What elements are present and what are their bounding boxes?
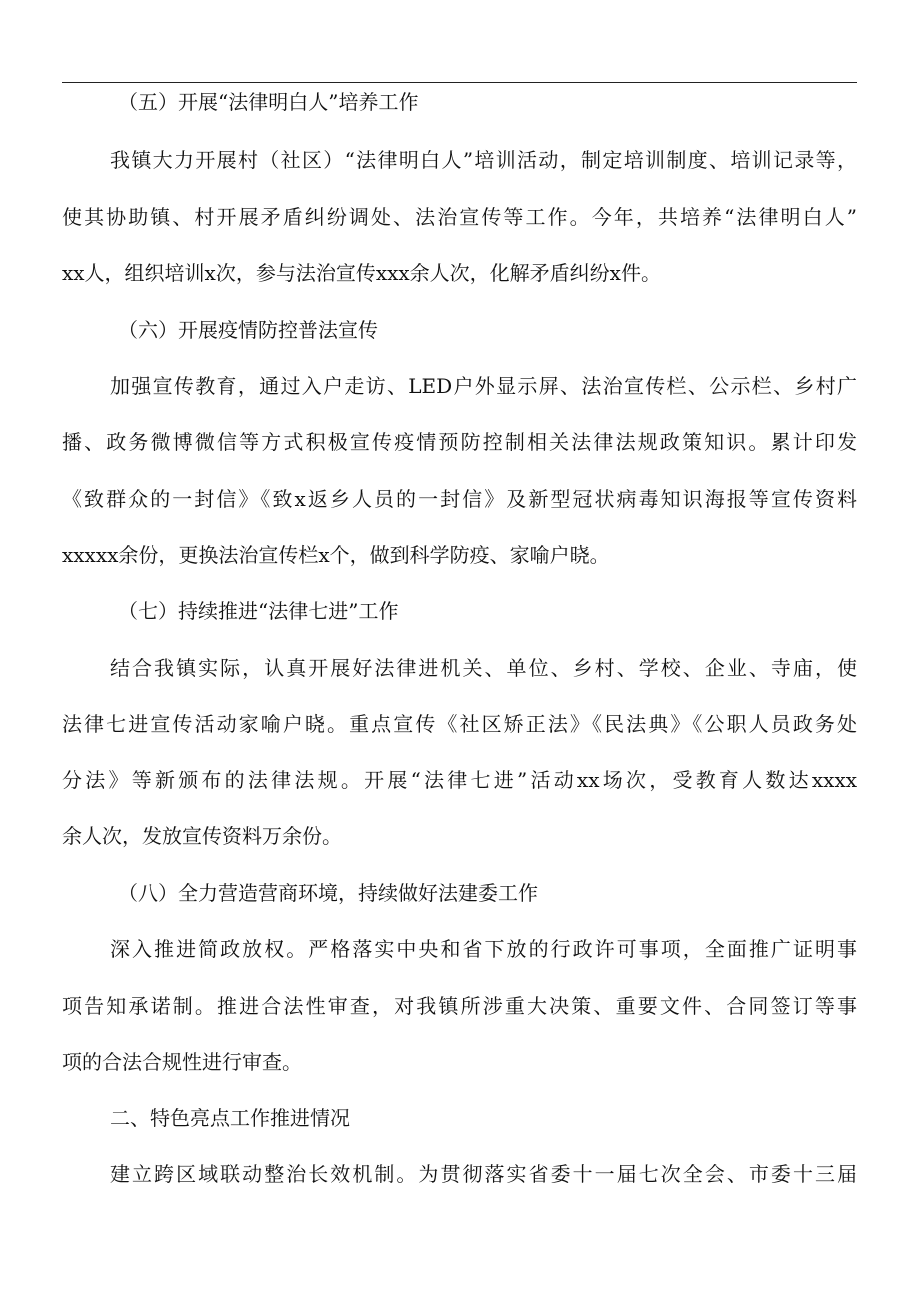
- paragraph-line: 分法》等新颁布的法律法规。开展“法律七进”活动xx场次，受教育人数达xxxx: [62, 768, 857, 792]
- paragraph-line: 加强宣传教育，通过入户走访、LED户外显示屏、法治宣传栏、公示栏、乡村广: [110, 374, 857, 398]
- section-heading-5: （五）开展“法律明白人”培养工作: [118, 90, 419, 114]
- paragraph-line: 结合我镇实际，认真开展好法律进机关、单位、乡村、学校、企业、寺庙，使: [110, 656, 857, 680]
- header-rule: [62, 82, 857, 83]
- section-heading-8: （八）全力营造营商环境，持续做好法建委工作: [118, 881, 538, 905]
- section-heading-2: 二、特色亮点工作推进情况: [110, 1106, 350, 1130]
- paragraph-line: 深入推进简政放权。严格落实中央和省下放的行政许可事项，全面推广证明事: [110, 937, 857, 961]
- section-heading-6: （六）开展疫情防控普法宣传: [118, 318, 378, 342]
- paragraph-line: 项的合法合规性进行审查。: [62, 1050, 302, 1074]
- paragraph-line: xx人，组织培训x次，参与法治宣传xxx余人次，化解矛盾纠纷x件。: [62, 261, 661, 285]
- paragraph-line: 余人次，发放宣传资料万余份。: [62, 824, 342, 848]
- paragraph-line: 建立跨区域联动整治长效机制。为贯彻落实省委十一届七次全会、市委十三届: [110, 1162, 857, 1186]
- paragraph-line: 我镇大力开展村（社区）“法律明白人”培训活动，制定培训制度、培训记录等，: [110, 148, 857, 172]
- section-heading-7: （七）持续推进“法律七进”工作: [118, 599, 399, 623]
- paragraph-line: 使其协助镇、村开展矛盾纠纷调处、法治宣传等工作。今年，共培养“法律明白人”: [62, 205, 857, 229]
- paragraph-line: xxxxx余份，更换法治宣传栏x个，做到科学防疫、家喻户晓。: [62, 543, 610, 567]
- paragraph-line: 项告知承诺制。推进合法性审查，对我镇所涉重大决策、重要文件、合同签订等事: [62, 994, 857, 1018]
- paragraph-line: 《致群众的一封信》《致x返乡人员的一封信》及新型冠状病毒知识海报等宣传资料: [62, 487, 857, 511]
- paragraph-line: 法律七进宣传活动家喻户晓。重点宣传《社区矫正法》《民法典》《公职人员政务处: [62, 712, 857, 736]
- paragraph-line: 播、政务微博微信等方式积极宣传疫情预防控制相关法律法规政策知识。累计印发: [62, 430, 857, 454]
